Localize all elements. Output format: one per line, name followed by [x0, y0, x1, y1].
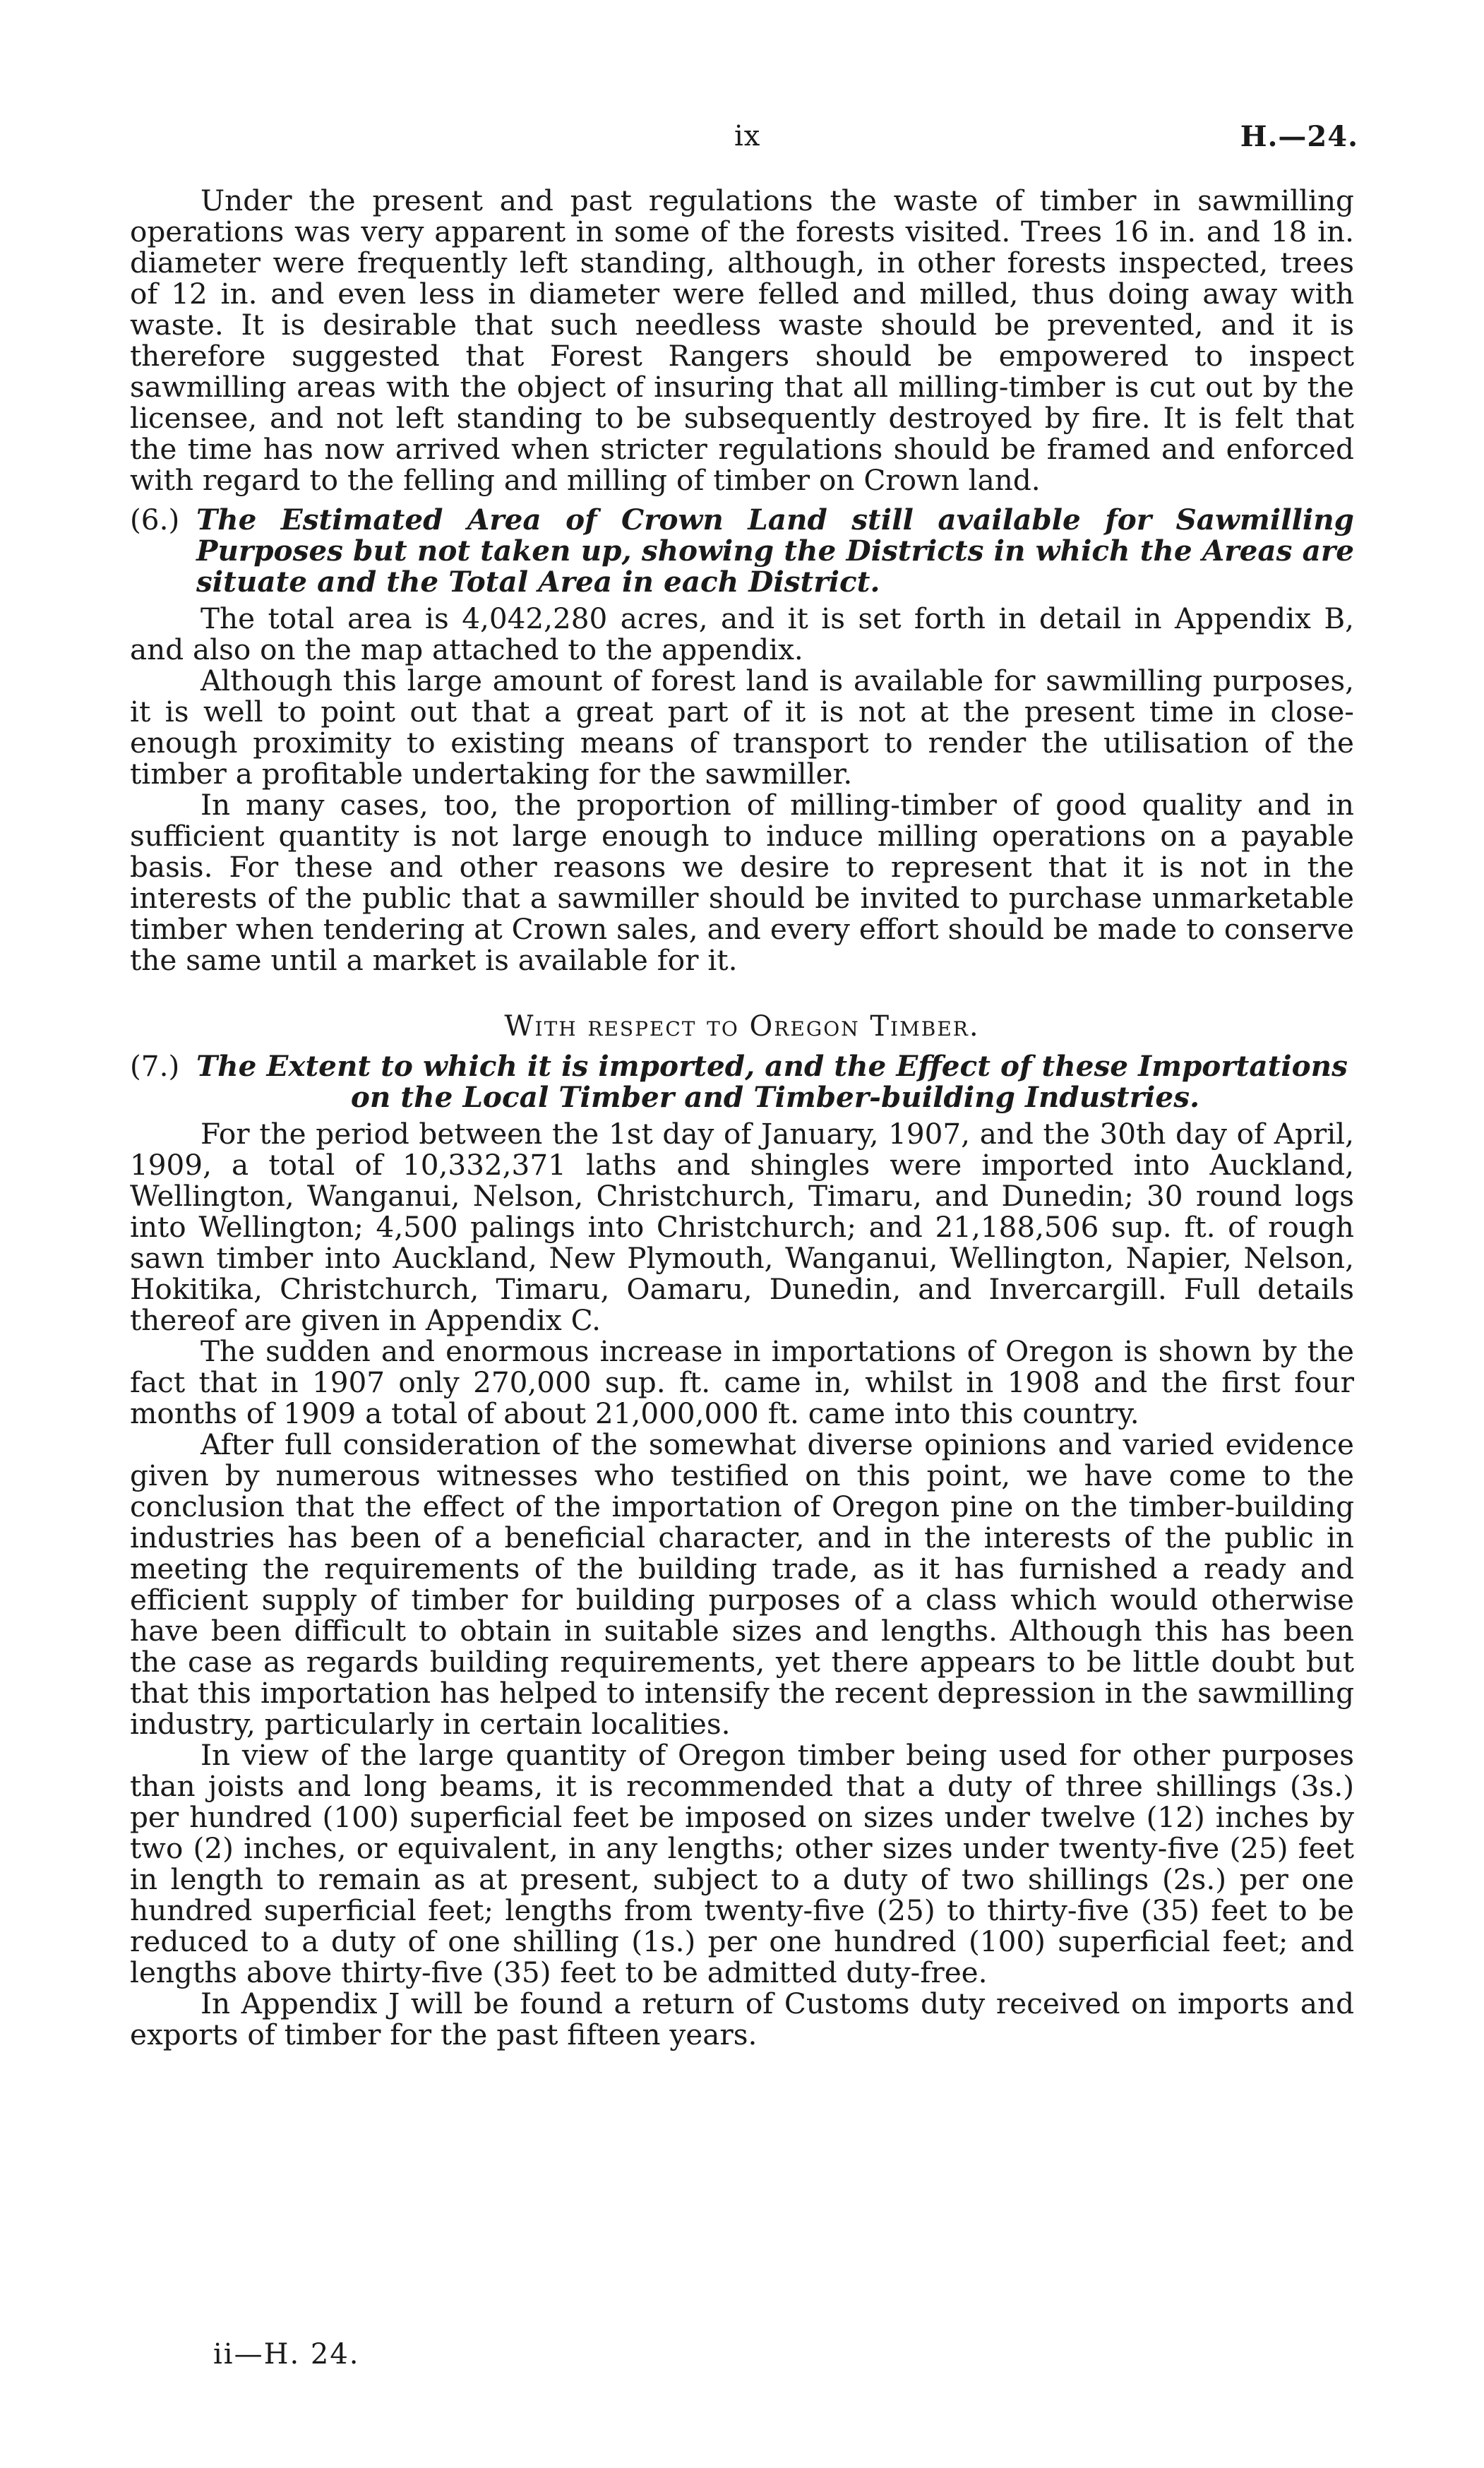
document-reference: H.—24.: [1240, 120, 1358, 153]
section-heading-7: [130, 1050, 1354, 1113]
paragraph-import-period: For the period between the 1st day of January, 1907, and the 30th day of April, 1909, a total of 10,332,371 laths and shingles were imported into Auckland, Wellington, Wanganui, Nelson, Christchurch, Timaru, and Dunedin; 30 round logs into Wellington; 4,500 palings into Christchurch; and 21,188,506 sup. ft. of rough sawn timber into Auckland, New Plymouth, Wanganui, Wellington, Napier, Nelson, Hokitika, Christchurch, Timaru, Oamaru, Dunedin, and Invercargill. Full details thereof are given in Appendix C.: [130, 1117, 1354, 1337]
section-number-6: (6.): [130, 503, 180, 537]
paragraph-total-area: The total area is 4,042,280 acres, and it is set forth in detail in Appendix B, and also on the map attached to the appendix.: [130, 601, 1354, 666]
section-title-7: [196, 1050, 1354, 1113]
page-number: ix: [734, 120, 761, 152]
section-number-7: (7.): [130, 1049, 180, 1083]
page-header: [0, 120, 1484, 162]
paragraph-milling-timber-proportion: In many cases, too, the proportion of milling-timber of good quality and in sufficient quantity is not large enough to induce milling operations on a payable basis. For these and other reasons we desire to represent that it is not in the interests of the public that a sawmiller should be invited to purchase unmarketable timber when tendering at Crown sales, and every effort should be made to conserve the same until a market is available for it.: [130, 788, 1354, 977]
paragraph-effect-of-importation: After full consideration of the somewhat diverse opinions and varied evidence given by numerous witnesses who testified on this point, we have come to the conclusion that the effect of the importation of Oregon pine on the timber-building industries has been of a beneficial character, and in the interests of the public in meeting the requirements of the building trade, as it has furnished a ready and efficient supply of timber for building purposes of a class which would otherwise have been difficult to obtain in suitable sizes and lengths. Although this has been the case as regards building requirements, yet there appears to be little doubt but that this importation has helped to intensify the recent depression in the sawmilling industry, particularly in certain localities.: [130, 1427, 1354, 1741]
paragraph-forest-land-available: Although this large amount of forest land is available for sawmilling purposes, it is well to point out that a great part of it is not at the present time in close-enough proximity to existing means of transport to render the utilisation of the timber a profitable undertaking for the sawmiller.: [130, 664, 1354, 791]
paragraph-sudden-increase: The sudden and enormous increase in importations of Oregon is shown by the fact that in 1907 only 270,000 sup. ft. came in, whilst in 1908 and the first four months of 1909 a total of about 21,000,000 ft. came into this country.: [130, 1334, 1354, 1430]
paragraph-appendix-j: In Appendix J will be found a return of Customs duty received on imports and exports of timber for the past fifteen years.: [130, 1987, 1354, 2051]
section-heading-6: [130, 504, 1354, 597]
section-title-6: The Estimated Area of Crown Land still available for Sawmilling Purposes but not taken up, showing the Districts in which the Areas are situate and the Total Area in each District.: [196, 503, 1354, 599]
section-title-oregon-timber: With respect to Oregon Timber.: [504, 1010, 980, 1043]
footer-signature: ii—H. 24.: [213, 2338, 360, 2371]
section-title-7-line1: The Extent to which it is imported, and the Effect of these Importations: [196, 1049, 1348, 1083]
section-title-7-line2: on the Local Timber and Timber-building Industries.: [350, 1080, 1200, 1114]
paragraph-waste-of-timber: Under the present and past regulations the waste of timber in sawmilling operations was very apparent in some of the forests visited. Trees 16 in. and 18 in. diameter were frequently left standing, although, in other forests inspected, trees of 12 in. and even less in diameter were felled and milled, thus doing away with waste. It is desirable that such needless waste should be prevented, and it is therefore suggested that Forest Rangers should be empowered to inspect sawmilling areas with the object of insuring that all milling-timber is cut out by the licensee, and not left standing to be subsequently destroyed by fire. It is felt that the time has now arrived when stricter regulations should be framed and enforced with regard to the felling and milling of timber on Crown land.: [130, 184, 1354, 497]
paragraph-duty-recommendation: In view of the large quantity of Oregon timber being used for other purposes than joists and long beams, it is recommended that a duty of three shillings (3s.) per hundred (100) superficial feet be imposed on sizes under twelve (12) inches by two (2) inches, or equivalent, in any lengths; other sizes under twenty-five (25) feet in length to remain as at present, subject to a duty of two shillings (2s.) per one hundred superficial feet; lengths from twenty-five (25) to thirty-five (35) feet to be reduced to a duty of one shilling (1s.) per one hundred (100) superficial feet; and lengths above thirty-five (35) feet to be admitted duty-free.: [130, 1738, 1354, 1989]
document-body: [130, 185, 1354, 2050]
